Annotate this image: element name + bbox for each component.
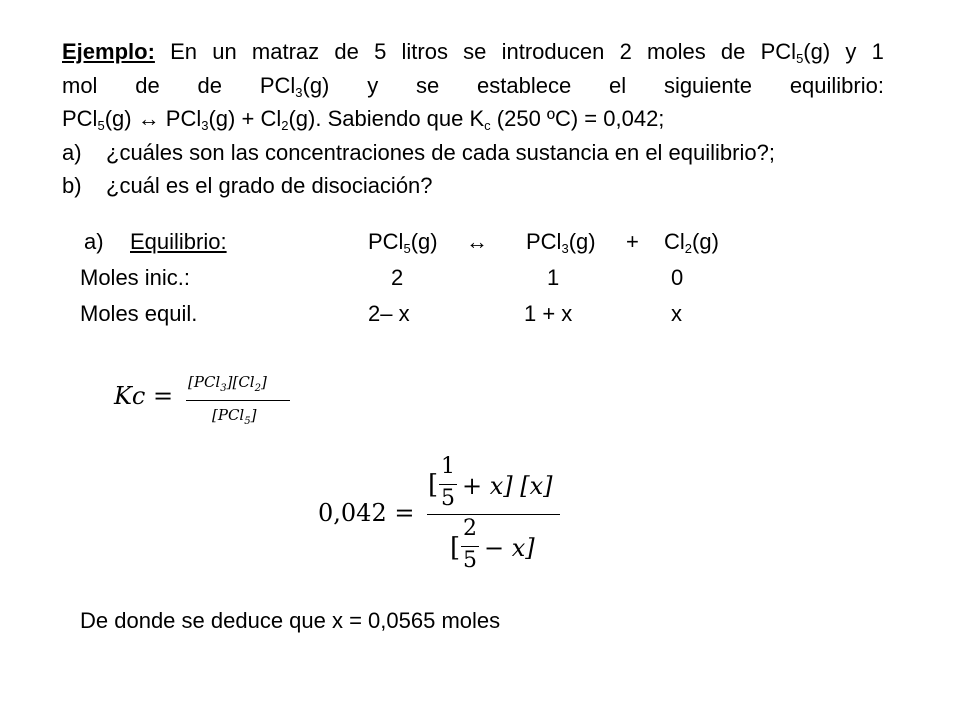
problem-word: En (170, 39, 198, 64)
eq-den-open-bracket: [ (450, 533, 461, 563)
problem-word: se (415, 73, 440, 98)
equilibrium-arrow: ↔ (137, 106, 160, 131)
kc-denominator: [PCl$_5$] (212, 406, 257, 427)
problem-word: equilibrio: (789, 73, 884, 98)
equilibrio-header: Equilibrio: (130, 229, 227, 254)
kc-numerator: $[PCl_3][Cl_2]$ (188, 373, 267, 394)
species-pcl5: PCl$_5$(g) (368, 229, 438, 256)
problem-word: introducen (501, 39, 605, 64)
eq-den-frac-bot: 5 (463, 548, 477, 573)
equation-fraction-bar (427, 514, 560, 515)
question-a-text: ¿cuáles son las concentraciones de cada sustancia en el equilibrio?; (106, 140, 775, 165)
problem-word: se (463, 39, 487, 64)
problem-word: mol (62, 73, 98, 98)
question-a-label: a) (62, 140, 82, 165)
row-moles-equil-label: Moles equil. (80, 301, 198, 326)
problem-word: siguiente (663, 73, 753, 98)
eq-num-small-bar (439, 484, 457, 485)
problem-word: 5 (374, 39, 387, 64)
problem-word: de (135, 73, 160, 98)
eq-num-frac-bot: 5 (441, 486, 455, 511)
problem-word: PCl$_5$(g) (760, 39, 831, 66)
eq-num-rest: + x] [x] (462, 472, 553, 500)
answer-a-label: a) (84, 229, 104, 254)
question-b-text: ¿cuál es el grado de disociación? (106, 173, 433, 198)
row-moles-inic-cl2: 0 (671, 265, 684, 290)
problem-line-2 (62, 70, 884, 102)
problem-word: el (609, 73, 627, 98)
eq-den-small-bar (461, 546, 479, 547)
row-moles-inic-pcl5: 2 (391, 265, 404, 290)
result-text: De donde se deduce que x = 0,0565 moles (80, 608, 501, 633)
problem-word: de (197, 73, 223, 98)
kc-lhs: Kc = (114, 382, 174, 410)
problem-line-3: PCl$_5$(g) ↔ $PCl_3(g) + Cl_2(g)$. Sabiendo que $K_c$ (250 ºC) = 0,042; (62, 106, 665, 133)
problem-word: de (720, 39, 746, 64)
equation-lhs: 0,042 = (318, 499, 415, 527)
eq-num-open-bracket: [ (428, 470, 439, 500)
kc-fraction-bar (186, 400, 290, 401)
problem-line-1 (62, 36, 884, 68)
problem-word: 2 (619, 39, 632, 64)
eq-num-frac-top: 1 (441, 454, 455, 479)
problem-word: de (334, 39, 359, 64)
problem-word: moles (647, 39, 706, 64)
eq-den-frac-top: 2 (463, 516, 477, 541)
eq-den-rest: − x] (484, 534, 535, 562)
question-b-label: b) (62, 173, 82, 198)
problem-word: y (367, 73, 379, 98)
problem-word: un (212, 39, 237, 64)
problem-word: litros (401, 39, 448, 64)
problem-word: establece (477, 73, 572, 98)
species-cl2: $Cl_2(g)$ (664, 229, 719, 256)
row-moles-inic-pcl3: 1 (547, 265, 560, 290)
species-pcl3: PCl$_3$(g) (526, 229, 596, 256)
row-moles-equil-pcl5: 2– x (368, 301, 410, 326)
table-plus: + (626, 229, 639, 254)
table-arrow: ↔ (466, 229, 488, 254)
problem-word: PCl$_3$(g) (259, 73, 330, 100)
row-moles-equil-cl2: x (671, 301, 682, 326)
problem-label: Ejemplo: (62, 39, 155, 64)
row-moles-inic-label: Moles inic.: (80, 265, 191, 290)
row-moles-equil-pcl3: 1 + x (524, 301, 573, 326)
problem-word: y (845, 39, 857, 64)
problem-word: 1 (871, 39, 884, 64)
problem-word: matraz (251, 39, 320, 64)
